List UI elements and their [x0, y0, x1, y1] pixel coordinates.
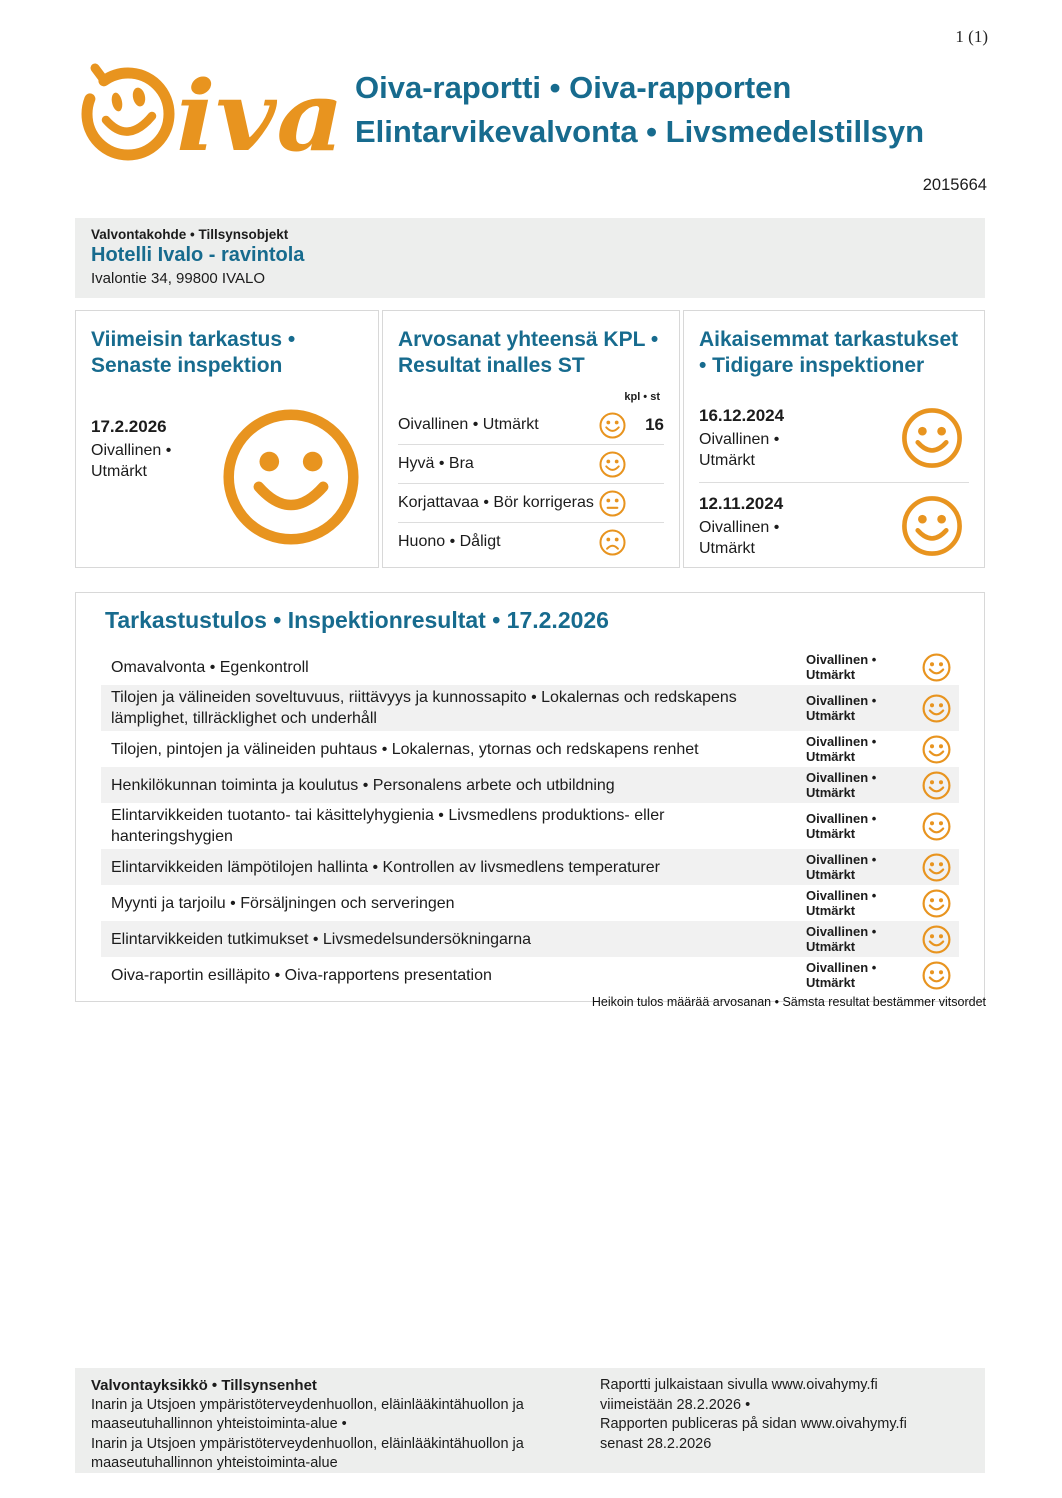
previous-inspection-item [699, 482, 969, 570]
previous-inspections-card [683, 310, 985, 568]
smiley-icon [599, 451, 626, 478]
previous-grade-line-2: Utmärkt [699, 452, 755, 469]
previous-inspection-date: 12.11.2024 [699, 494, 784, 513]
result-grade-line-2: Utmärkt [806, 749, 856, 764]
latest-grade-line-2: Utmärkt [91, 463, 147, 480]
happy-smiley-icon [901, 495, 963, 557]
result-grade [806, 924, 898, 955]
result-grade-line-2: Utmärkt [806, 785, 856, 800]
happy-smiley-icon [922, 771, 951, 800]
result-grade-line-1: Oivallinen • [806, 769, 877, 785]
previous-inspections-heading: Aikaisemmat tarkastukset • Tidigare inspektioner [699, 328, 959, 377]
result-grade [806, 888, 898, 919]
previous-grade-line-1: Oivallinen • [699, 519, 780, 536]
smiley-icon [599, 412, 626, 439]
result-grade-line-1: Oivallinen • [806, 651, 877, 667]
happy-smiley-icon [901, 407, 963, 469]
result-category-label: Omavalvonta • Egenkontroll [111, 658, 309, 676]
result-row [101, 921, 959, 957]
grade-totals-card [382, 310, 680, 568]
result-category-label: Myynti ja tarjoilu • Försäljningen och serveringen [111, 894, 455, 912]
inspection-site-box [75, 218, 985, 298]
happy-smiley-icon [922, 694, 951, 723]
publication-info-block [600, 1376, 969, 1465]
grade-total-label: Hyvä • Bra [397, 455, 474, 472]
previous-inspection-item [699, 395, 969, 482]
latest-inspection-date: 17.2.2026 [91, 417, 167, 436]
result-category-label: Oiva-raportin esilläpito • Oiva-rapportens presentation [111, 966, 492, 984]
result-row [101, 957, 959, 993]
previous-grade-line-2: Utmärkt [699, 540, 755, 557]
report-title [355, 66, 924, 154]
result-grade [806, 693, 898, 724]
grade-total-row [398, 406, 664, 444]
result-row [101, 731, 959, 767]
result-grade-line-1: Oivallinen • [806, 810, 877, 826]
previous-grade-line-1: Oivallinen • [699, 431, 780, 448]
grade-totals-heading: Arvosanat yhteensä KPL • Resultat inalles ST [397, 328, 659, 377]
happy-smiley-icon [922, 961, 951, 990]
result-grade-line-2: Utmärkt [806, 708, 856, 723]
result-category-label: Elintarvikkeiden tutkimukset • Livsmedelsundersökningarna [111, 930, 532, 948]
previous-inspections-list [699, 395, 969, 570]
inspection-results-list [101, 649, 959, 993]
title-line-1: Oiva-raportti • Oiva-rapporten [355, 70, 792, 105]
result-grade-line-1: Oivallinen • [806, 851, 877, 867]
grade-total-label: Huono • Dåligt [397, 533, 501, 550]
result-grade-line-2: Utmärkt [806, 903, 856, 918]
grade-totals-list [398, 406, 664, 561]
result-row [101, 849, 959, 885]
supervision-unit-line: maaseutuhallinnon yhteistoiminta-alue [91, 1455, 338, 1471]
result-category-label: Tilojen ja välineiden soveltuvuus, riittävyys ja kunnossapito • Lokalernas och redskapens lämplighet, tillräcklighet och underhåll [111, 689, 737, 727]
grade-total-row [398, 483, 664, 522]
happy-smiley-icon [922, 653, 951, 682]
result-grade [806, 770, 898, 801]
result-grade [806, 811, 898, 842]
grade-total-row [398, 444, 664, 483]
result-grade-line-2: Utmärkt [806, 867, 856, 882]
smiley-icon [599, 529, 626, 556]
result-grade [806, 960, 898, 991]
grade-total-count: 16 [645, 415, 664, 434]
supervision-unit-line: Inarin ja Utsjoen ympäristöterveydenhuollon, eläinlääkintähuollon ja [91, 1396, 524, 1413]
result-grade-line-1: Oivallinen • [806, 692, 877, 708]
grade-total-row [398, 522, 664, 561]
inspection-results-box [75, 592, 985, 1002]
inspection-results-heading: Tarkastustulos • Inspektionresultat • 17.2.2026 [105, 607, 609, 633]
smiley-icon [599, 490, 626, 517]
happy-smiley-icon [922, 735, 951, 764]
result-category-label: Tilojen, pintojen ja välineiden puhtaus • Lokalernas, ytornas och redskapens renhet [111, 740, 699, 758]
result-grade-line-2: Utmärkt [806, 667, 856, 682]
happy-smiley-icon [221, 407, 361, 547]
result-grade-line-2: Utmärkt [806, 975, 856, 990]
latest-grade-line-1: Oivallinen • [91, 442, 172, 459]
site-label: Valvontakohde • Tillsynsobjekt [91, 227, 289, 242]
supervision-unit-line: Inarin ja Utsjoen ympäristöterveydenhuollon, eläinlääkintähuollon ja [91, 1435, 524, 1452]
summary-cards [75, 310, 985, 568]
result-grade-line-1: Oivallinen • [806, 887, 877, 903]
result-grade-line-2: Utmärkt [806, 939, 856, 954]
result-grade-line-1: Oivallinen • [806, 923, 877, 939]
result-grade-line-1: Oivallinen • [806, 733, 877, 749]
result-category-label: Elintarvikkeiden tuotanto- tai käsittelyhygienia • Livsmedlens produktions- eller hanteringshygien [111, 807, 665, 845]
result-category-label: Henkilökunnan toiminta ja koulutus • Personalens arbete och utbildning [111, 776, 615, 794]
result-grade-line-1: Oivallinen • [806, 959, 877, 975]
publication-info-line: Raportti julkaistaan sivulla www.oivahymy.fi [600, 1377, 878, 1393]
happy-smiley-icon [922, 853, 951, 882]
result-row [101, 685, 959, 731]
result-grade-line-2: Utmärkt [806, 826, 856, 841]
supervision-unit-heading: Valvontayksikkö • Tillsynsenhet [91, 1377, 317, 1394]
result-row [101, 885, 959, 921]
result-row [101, 803, 959, 849]
latest-inspection-card [75, 310, 379, 568]
previous-inspection-date: 16.12.2024 [699, 406, 785, 425]
result-category-label: Elintarvikkeiden lämpötilojen hallinta • Kontrollen av livsmedlens temperaturer [111, 858, 660, 876]
result-grade [806, 852, 898, 883]
title-line-2: Elintarvikevalvonta • Livsmedelstillsyn [355, 114, 925, 149]
unit-label: kpl • st [624, 391, 660, 403]
page-number: 1 (1) [955, 27, 988, 46]
site-address: Ivalontie 34, 99800 IVALO [91, 270, 266, 287]
oiva-logo-icon [76, 56, 348, 162]
report-number: 2015664 [922, 176, 987, 194]
result-row [101, 767, 959, 803]
happy-smiley-icon [922, 812, 951, 841]
happy-smiley-icon [922, 889, 951, 918]
publication-info-line: Rapporten publiceras på sidan www.oivahymy.fi [600, 1416, 907, 1432]
latest-inspection-heading: Viimeisin tarkastus • Senaste inspektion [91, 328, 296, 377]
logo-text: iva [176, 60, 344, 162]
supervision-unit-block [91, 1376, 600, 1471]
grade-total-label: Korjattavaa • Bör korrigeras [397, 494, 594, 511]
supervision-unit-line: maaseutuhallinnon yhteistoiminta-alue • [91, 1416, 347, 1432]
publication-info-line: senast 28.2.2026 [600, 1435, 712, 1452]
footer [75, 1368, 985, 1473]
grade-total-label: Oivallinen • Utmärkt [397, 416, 539, 433]
publication-info-line: viimeistään 28.2.2026 • [600, 1396, 751, 1413]
site-name: Hotelli Ivalo - ravintola [91, 244, 305, 266]
result-grade [806, 652, 898, 683]
result-row [101, 649, 959, 685]
results-footnote: Heikoin tulos määrää arvosanan • Sämsta resultat bestämmer vitsordet [591, 995, 986, 1009]
result-grade [806, 734, 898, 765]
happy-smiley-icon [922, 925, 951, 954]
